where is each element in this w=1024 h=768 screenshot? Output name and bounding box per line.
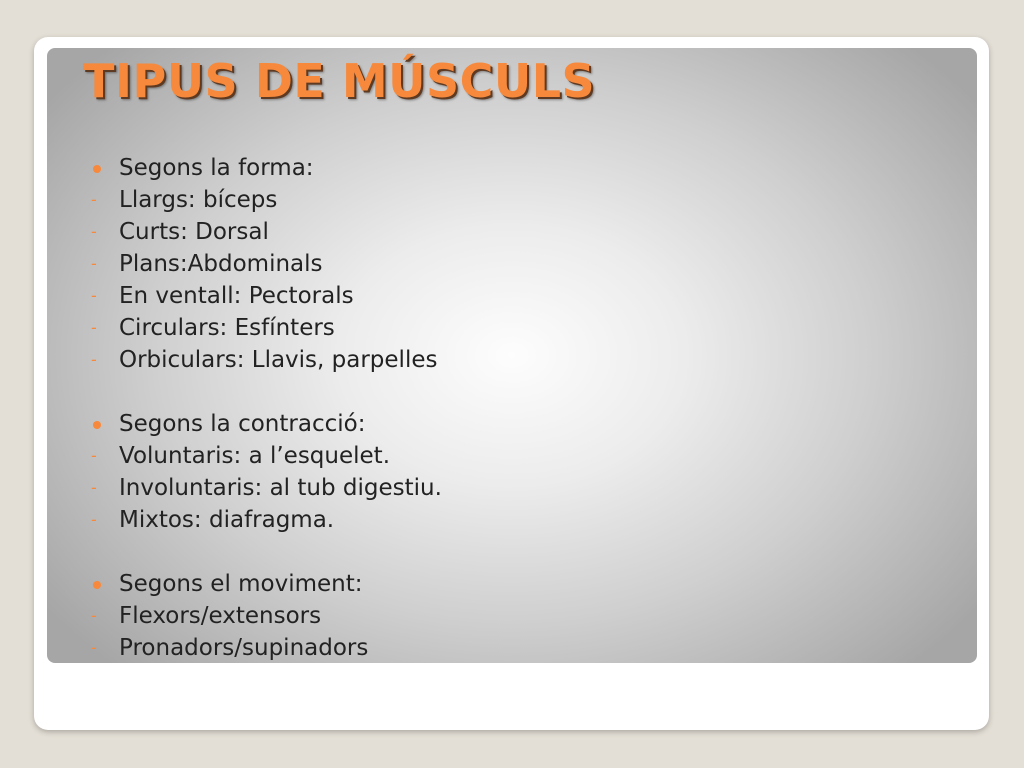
group-heading-contraction <box>89 408 442 440</box>
bullet-list <box>89 152 442 663</box>
list-item <box>89 344 442 376</box>
list-item-label: Mixtos: diafragma. <box>119 507 335 533</box>
dash-icon: - <box>91 222 97 241</box>
dash-icon: - <box>91 478 97 497</box>
list-item <box>89 184 442 216</box>
group-heading-label: Segons la contracció: <box>119 411 366 437</box>
group-heading-shape <box>89 152 442 184</box>
list-item <box>89 280 442 312</box>
group-heading-movement <box>89 568 442 600</box>
list-item <box>89 472 442 504</box>
dash-icon: - <box>91 638 97 657</box>
list-item <box>89 600 442 632</box>
list-item <box>89 440 442 472</box>
dash-icon: - <box>91 446 97 465</box>
list-item-label: Plans:Abdominals <box>119 251 323 277</box>
list-item-label: Flexors/extensors <box>119 603 322 629</box>
list-item-label: Pronadors/supinadors <box>119 635 369 661</box>
dash-icon: - <box>91 286 97 305</box>
list-item-label: Llargs: bíceps <box>119 187 278 213</box>
slide-title: TIPUS DE MÚSCULS <box>83 54 596 108</box>
group-heading-label: Segons el moviment: <box>119 571 363 597</box>
list-item <box>89 216 442 248</box>
bullet-dot-icon <box>89 568 109 600</box>
bullet-dot-icon <box>89 152 109 184</box>
group-heading-label: Segons la forma: <box>119 155 314 181</box>
dash-icon: - <box>91 254 97 273</box>
dash-icon: - <box>91 510 97 529</box>
bullet-dot-icon <box>89 408 109 440</box>
list-item-label: Orbiculars: Llavis, parpelles <box>119 347 438 373</box>
content-panel <box>47 48 977 663</box>
list-item <box>89 248 442 280</box>
list-item-label: Circulars: Esfínters <box>119 315 335 341</box>
dash-icon: - <box>91 350 97 369</box>
dash-icon: - <box>91 606 97 625</box>
dash-icon: - <box>91 318 97 337</box>
dash-icon: - <box>91 190 97 209</box>
list-item <box>89 632 442 663</box>
list-item-label: Voluntaris: a l’esquelet. <box>119 443 391 469</box>
list-item-label: Involuntaris: al tub digestiu. <box>119 475 442 501</box>
list-item-label: En ventall: Pectorals <box>119 283 354 309</box>
list-item-label: Curts: Dorsal <box>119 219 269 245</box>
list-item <box>89 504 442 536</box>
list-item <box>89 312 442 344</box>
